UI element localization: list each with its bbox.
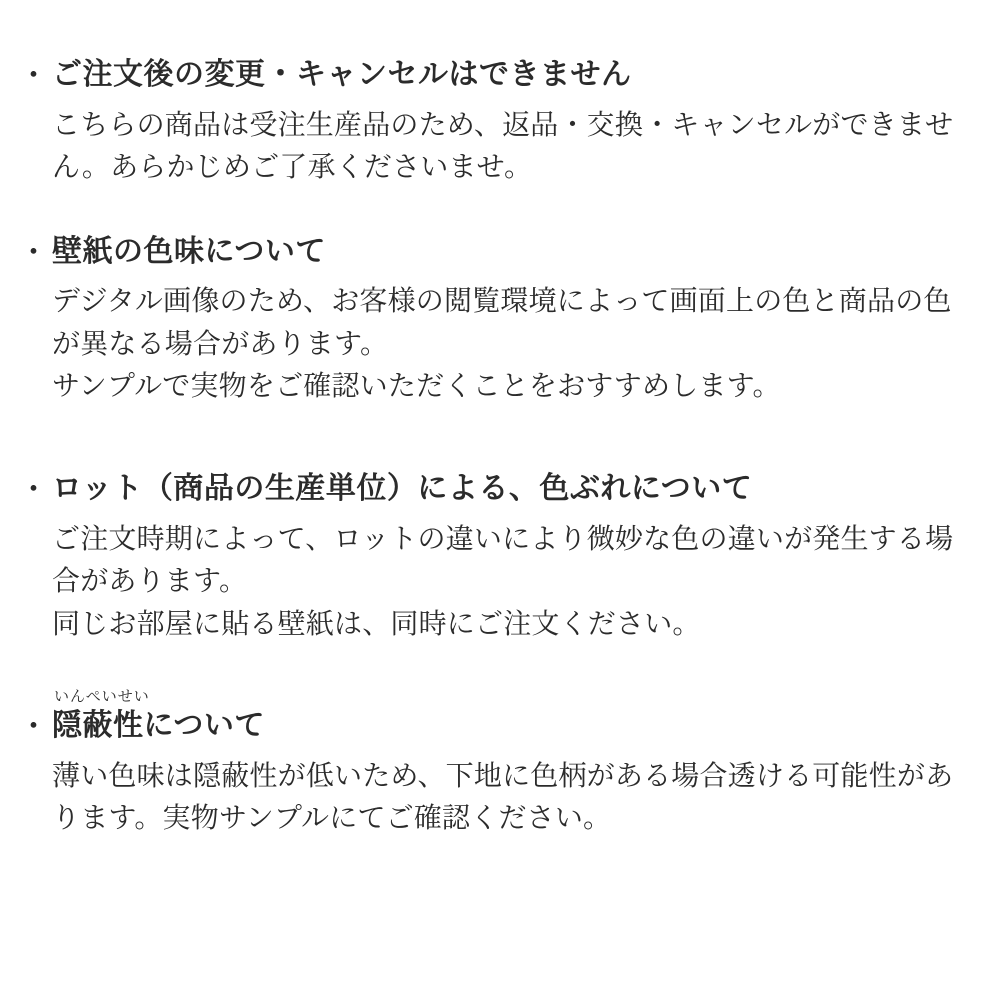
body-paragraph: デジタル画像のため、お客様の閲覧環境によって画面上の色と商品の色が異なる場合があります。 <box>52 285 952 359</box>
body-paragraph: 薄い色味は隠蔽性が低いため、下地に色柄がある場合透ける可能性があります。実物サンプルにてご確認ください。 <box>52 759 954 834</box>
bullet-icon: ・ <box>18 234 49 270</box>
body-paragraph: サンプルで実物をご確認いただくことをおすすめします。 <box>52 370 781 402</box>
section-heading-row <box>18 58 970 94</box>
body-paragraph: ご注文時期によって、ロットの違いにより微妙な色の違いが発生する場合があります。 <box>52 522 954 597</box>
section-heading: ご注文後の変更・キャンセルはできません <box>52 58 632 91</box>
notice-section-lot-variation <box>18 472 970 645</box>
notice-section-opacity <box>18 688 970 840</box>
section-heading: 隠蔽性について <box>52 709 265 743</box>
notice-section-color-tone <box>18 235 970 408</box>
section-heading: ロット（商品の生産単位）による、色ぶれについて <box>52 472 753 506</box>
section-heading-row <box>18 235 970 271</box>
bullet-icon: ・ <box>18 58 49 93</box>
heading-wrap <box>52 235 326 270</box>
section-body <box>52 104 970 189</box>
bullet-icon: ・ <box>18 709 49 745</box>
bullet-icon: ・ <box>18 472 49 508</box>
heading-wrap <box>52 58 632 93</box>
notice-section-order-change <box>18 58 970 189</box>
section-heading-row <box>18 688 970 745</box>
heading-wrap <box>52 472 752 507</box>
section-body <box>52 755 970 840</box>
body-paragraph: 同じお部屋に貼る壁紙は、同時にご注文ください。 <box>52 607 701 639</box>
section-heading: 壁紙の色味について <box>52 234 326 268</box>
section-heading-row <box>18 472 970 508</box>
heading-wrap <box>52 688 265 744</box>
body-paragraph: こちらの商品は受注生産品のため、返品・交換・キャンセルができません。あらかじめご了承くださいませ。 <box>52 108 954 183</box>
section-body <box>52 518 970 646</box>
ruby-furigana: いんぺいせい <box>54 688 150 706</box>
section-body <box>52 280 970 408</box>
